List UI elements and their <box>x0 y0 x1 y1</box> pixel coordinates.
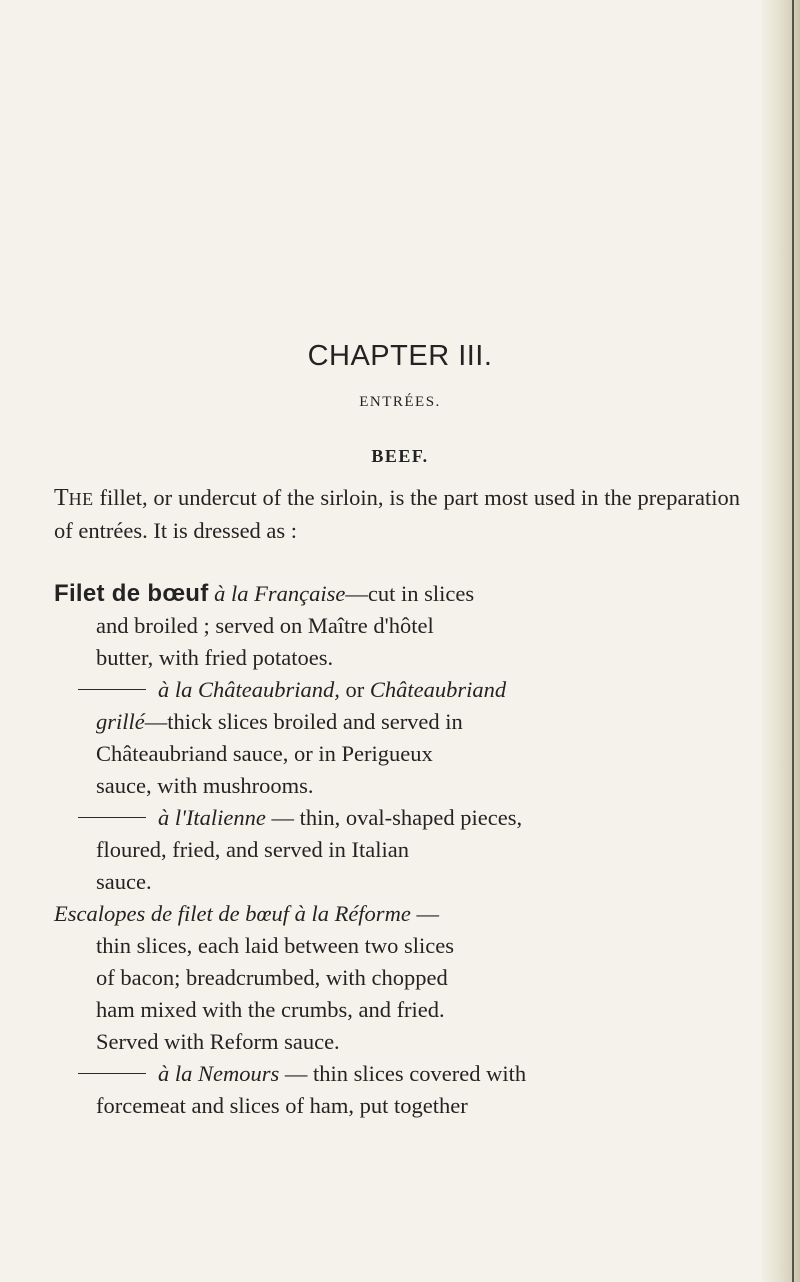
entry-line: and broiled ; served on Maître d'hôtel <box>96 613 434 638</box>
entry-line: of bacon; breadcrumbed, with chopped <box>96 965 448 990</box>
entry-line: floured, fried, and served in Italian <box>96 837 410 862</box>
entry-line: sauce. <box>96 869 152 894</box>
entry-heading-italic: à la Française <box>208 581 346 606</box>
chapter-title: CHAPTER III. <box>307 340 493 372</box>
subsection-title: BEEF. <box>371 446 429 466</box>
entry-escalopes-reforme <box>54 898 740 1058</box>
page-edge-shadow <box>762 0 800 1282</box>
intro-dropcap: T <box>54 485 69 511</box>
intro-smallcaps: HE <box>68 489 94 509</box>
intro-text: fillet, or undercut of the sirloin, is the part most used in the preparation of entrées. It is dressed as : <box>54 485 740 543</box>
entry-line <box>54 898 740 930</box>
entry-heading-italic: à l'Italienne <box>158 805 266 830</box>
entry-line: butter, with fried potatoes. <box>96 645 334 670</box>
entry-line <box>54 802 740 834</box>
ditto-dash <box>78 817 146 818</box>
entry-heading-italic: grillé <box>96 709 145 734</box>
entry-line <box>54 674 740 706</box>
entry-line <box>54 706 740 738</box>
entry-nemours <box>54 1058 740 1122</box>
entry-text: — <box>410 901 439 926</box>
entry-line: forcemeat and slices of ham, put together <box>96 1093 468 1118</box>
section-title: ENTRÉES. <box>359 394 441 410</box>
entry-line <box>54 1058 740 1090</box>
entry-line: sauce, with mushrooms. <box>96 773 314 798</box>
page-edge-line <box>792 0 794 1282</box>
entry-line: thin slices, each laid between two slices <box>96 933 455 958</box>
entry-text: —cut in slices <box>345 581 475 606</box>
entry-line: ham mixed with the crumbs, and fried. <box>96 997 445 1022</box>
intro-paragraph <box>54 482 740 547</box>
entry-line: Served with Reform sauce. <box>96 1029 340 1054</box>
entry-heading-bold: Filet de bœuf <box>54 580 209 607</box>
entry-line <box>54 578 740 610</box>
entry-line: Châteaubriand sauce, or in Perigueux <box>96 741 433 766</box>
entry-italienne <box>54 802 740 898</box>
entry-heading-italic: à la Nemours <box>158 1061 280 1086</box>
entry-text: — thin slices covered with <box>279 1061 527 1086</box>
entry-chateaubriand <box>54 674 740 802</box>
entry-text: or <box>339 677 370 702</box>
ditto-dash <box>78 689 146 690</box>
entry-filet-francaise <box>54 578 740 674</box>
entry-text: —thick slices broiled and served in <box>144 709 463 734</box>
entry-text: — thin, oval-shaped pieces, <box>265 805 523 830</box>
ditto-dash <box>78 1073 146 1074</box>
entry-heading-italic: Châteaubriand <box>369 677 507 702</box>
entry-heading-italic: Escalopes de filet de bœuf à la Réforme <box>54 901 411 926</box>
entry-heading-italic: à la Châteaubriand, <box>158 677 340 702</box>
